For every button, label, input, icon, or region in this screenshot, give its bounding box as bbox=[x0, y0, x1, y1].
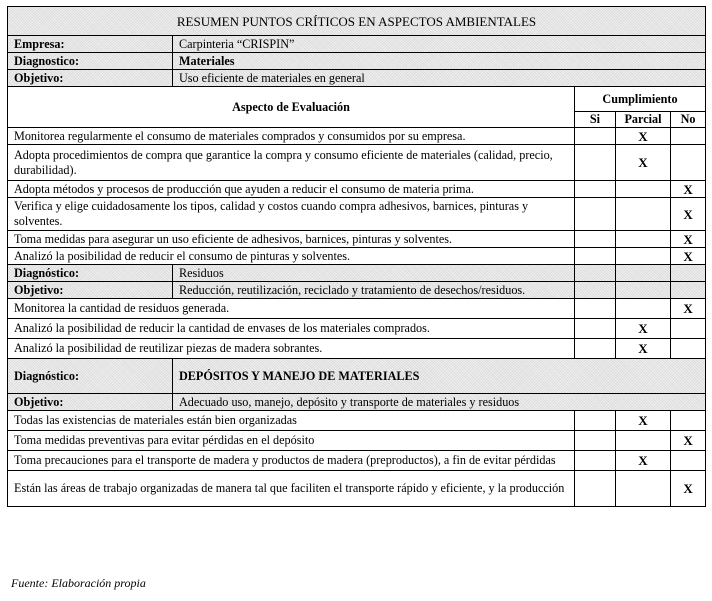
si-cell bbox=[575, 471, 616, 507]
parcial-cell bbox=[616, 231, 671, 248]
empty-cell bbox=[616, 282, 671, 299]
parcial-cell: X bbox=[616, 339, 671, 359]
aspect-text: Están las áreas de trabajo organizadas de manera tal que faciliten el transporte rápido y eficiente, y la producción bbox=[8, 471, 575, 507]
objetivo-label: Objetivo: bbox=[8, 70, 173, 87]
parcial-cell bbox=[616, 248, 671, 265]
section-diagnostico-value: Residuos bbox=[173, 265, 575, 282]
no-cell bbox=[671, 145, 706, 181]
parcial-cell bbox=[616, 431, 671, 451]
no-cell bbox=[671, 451, 706, 471]
si-cell bbox=[575, 451, 616, 471]
aspect-text: Toma medidas preventivas para evitar pérdidas en el depósito bbox=[8, 431, 575, 451]
no-cell bbox=[671, 339, 706, 359]
diagnostico-label: Diagnostico: bbox=[8, 53, 173, 70]
si-header: Si bbox=[575, 112, 616, 128]
parcial-cell bbox=[616, 181, 671, 198]
aspect-text: Monitorea la cantidad de residuos generada. bbox=[8, 299, 575, 319]
empresa-value: Carpinteria “CRISPIN” bbox=[173, 36, 706, 53]
aspect-text: Analizó la posibilidad de reutilizar piezas de madera sobrantes. bbox=[8, 339, 575, 359]
table-row bbox=[8, 248, 706, 265]
parcial-cell: X bbox=[616, 411, 671, 431]
table-row bbox=[8, 299, 706, 319]
aspect-text: Toma precauciones para el transporte de madera y productos de madera (preproductos), a fin de evitar pérdidas bbox=[8, 451, 575, 471]
table-row bbox=[8, 145, 706, 181]
table-row bbox=[8, 128, 706, 145]
si-cell bbox=[575, 145, 616, 181]
no-cell: X bbox=[671, 198, 706, 231]
aspect-text: Todas las existencias de materiales están bien organizadas bbox=[8, 411, 575, 431]
section-objetivo-value: Reducción, reutilización, reciclado y tratamiento de desechos/residuos. bbox=[173, 282, 575, 299]
empresa-row bbox=[8, 36, 706, 53]
cumplimiento-header: Cumplimiento bbox=[575, 87, 706, 112]
si-cell bbox=[575, 319, 616, 339]
table-row bbox=[8, 451, 706, 471]
si-cell bbox=[575, 248, 616, 265]
objetivo-value: Uso eficiente de materiales en general bbox=[173, 70, 706, 87]
section-diagnostico-value: DEPÓSITOS Y MANEJO DE MATERIALES bbox=[173, 359, 706, 394]
parcial-cell bbox=[616, 198, 671, 231]
critical-points-table bbox=[7, 6, 706, 507]
section-objetivo-row bbox=[8, 394, 706, 411]
table-row bbox=[8, 471, 706, 507]
si-cell bbox=[575, 299, 616, 319]
empty-cell bbox=[671, 265, 706, 282]
no-cell: X bbox=[671, 231, 706, 248]
empty-cell bbox=[671, 282, 706, 299]
section-diagnostico-row bbox=[8, 265, 706, 282]
section-diagnostico-label: Diagnóstico: bbox=[8, 359, 173, 394]
table-title: RESUMEN PUNTOS CRÍTICOS EN ASPECTOS AMBIENTALES bbox=[8, 7, 706, 36]
no-cell: X bbox=[671, 181, 706, 198]
parcial-cell: X bbox=[616, 128, 671, 145]
table-row bbox=[8, 411, 706, 431]
section-diagnostico-row bbox=[8, 359, 706, 394]
section-objetivo-label: Objetivo: bbox=[8, 394, 173, 411]
table-row bbox=[8, 339, 706, 359]
empty-cell bbox=[616, 265, 671, 282]
parcial-header: Parcial bbox=[616, 112, 671, 128]
aspect-text: Verifica y elige cuidadosamente los tipos, calidad y costos cuando compra adhesivos, barnices, pinturas y solventes. bbox=[8, 198, 575, 231]
aspect-text: Analizó la posibilidad de reducir el consumo de pinturas y solventes. bbox=[8, 248, 575, 265]
parcial-cell bbox=[616, 299, 671, 319]
no-header: No bbox=[671, 112, 706, 128]
si-cell bbox=[575, 181, 616, 198]
si-cell bbox=[575, 431, 616, 451]
source-caption: Fuente: Elaboración propia bbox=[11, 576, 146, 590]
si-cell bbox=[575, 128, 616, 145]
no-cell bbox=[671, 128, 706, 145]
empty-cell bbox=[575, 265, 616, 282]
section-diagnostico-label: Diagnóstico: bbox=[8, 265, 173, 282]
section-objetivo-row bbox=[8, 282, 706, 299]
diagnostico-row bbox=[8, 53, 706, 70]
objetivo-row bbox=[8, 70, 706, 87]
no-cell: X bbox=[671, 299, 706, 319]
empty-cell bbox=[575, 282, 616, 299]
parcial-cell bbox=[616, 471, 671, 507]
table-title-row bbox=[8, 7, 706, 36]
section-objetivo-label: Objetivo: bbox=[8, 282, 173, 299]
si-cell bbox=[575, 198, 616, 231]
si-cell bbox=[575, 231, 616, 248]
no-cell bbox=[671, 319, 706, 339]
parcial-cell: X bbox=[616, 145, 671, 181]
aspecto-header: Aspecto de Evaluación bbox=[8, 87, 575, 128]
diagnostico-value: Materiales bbox=[173, 53, 706, 70]
si-cell bbox=[575, 339, 616, 359]
aspect-text: Adopta métodos y procesos de producción que ayuden a reducir el consumo de materia prima. bbox=[8, 181, 575, 198]
aspect-text: Analizó la posibilidad de reducir la cantidad de envases de los materiales comprados. bbox=[8, 319, 575, 339]
table-row bbox=[8, 231, 706, 248]
aspect-text: Adopta procedimientos de compra que garantice la compra y consumo eficiente de materiales (calidad, precio, durabilidad). bbox=[8, 145, 575, 181]
no-cell bbox=[671, 411, 706, 431]
table-row bbox=[8, 431, 706, 451]
empresa-label: Empresa: bbox=[8, 36, 173, 53]
table-row bbox=[8, 181, 706, 198]
table-row bbox=[8, 198, 706, 231]
si-cell bbox=[575, 411, 616, 431]
no-cell: X bbox=[671, 471, 706, 507]
section-objetivo-value: Adecuado uso, manejo, depósito y transporte de materiales y residuos bbox=[173, 394, 706, 411]
aspect-text: Monitorea regularmente el consumo de materiales comprados y consumidos por su empresa. bbox=[8, 128, 575, 145]
table-row bbox=[8, 319, 706, 339]
parcial-cell: X bbox=[616, 451, 671, 471]
parcial-cell: X bbox=[616, 319, 671, 339]
column-header-row bbox=[8, 87, 706, 112]
no-cell: X bbox=[671, 431, 706, 451]
no-cell: X bbox=[671, 248, 706, 265]
aspect-text: Toma medidas para asegurar un uso eficiente de adhesivos, barnices, pinturas y solventes. bbox=[8, 231, 575, 248]
